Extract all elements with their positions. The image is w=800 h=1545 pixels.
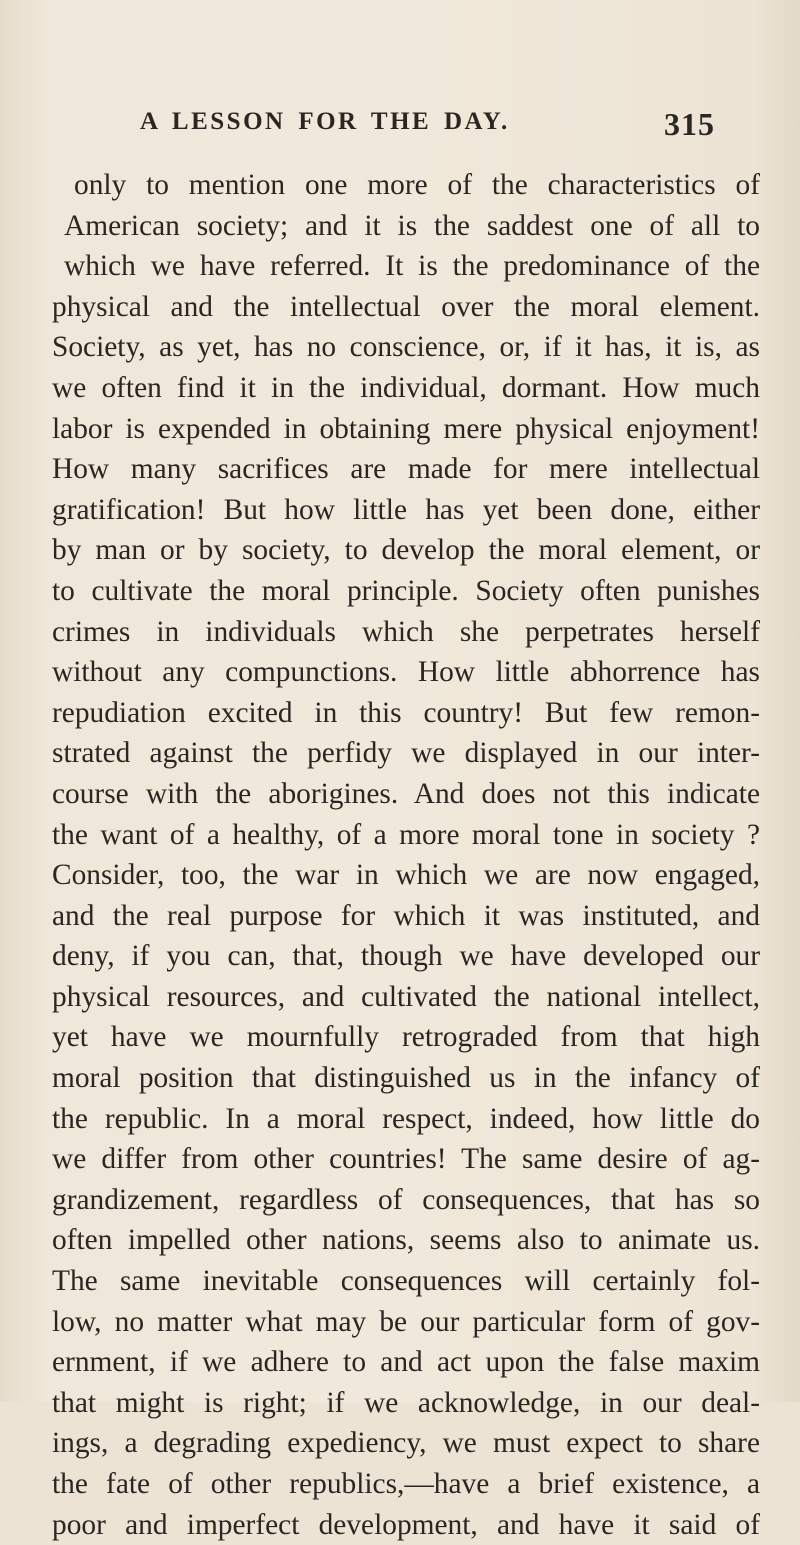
text-line: physical and the intellectual over the moral element. <box>52 290 760 323</box>
text-line: the fate of other republics,—have a brief existence, a <box>52 1468 760 1500</box>
text-line: deny, if you can, that, though we have developed our <box>52 940 760 973</box>
text-line: yet have we mournfully retrograded from that high <box>52 1021 760 1054</box>
text-line: by man or by society, to develop the moral element, or <box>52 534 760 567</box>
text-line: without any compunctions. How little abhorrence has <box>52 656 760 689</box>
text-line: American society; and it is the saddest one of all to <box>64 209 760 242</box>
page-number: 315 <box>664 106 715 142</box>
text-line: The same inevitable consequences will certainly fol- <box>52 1265 760 1298</box>
text-line: strated against the perfidy we displayed in our inter- <box>52 737 760 770</box>
text-line: repudiation excited in this country! But few remon- <box>52 696 760 729</box>
text-line: we often find it in the individual, dormant. How much <box>52 371 760 404</box>
text-line: poor and imperfect development, and have it said of <box>52 1508 760 1541</box>
text-line: that might is right; if we acknowledge, in our deal- <box>52 1386 760 1419</box>
text-line: crimes in individuals which she perpetrates herself <box>52 615 760 648</box>
text-line: physical resources, and cultivated the national intellect, <box>52 980 760 1013</box>
text-line: moral position that distinguished us in the infancy of <box>52 1062 760 1095</box>
text-line: the republic. In a moral respect, indeed, how little do <box>52 1102 760 1135</box>
text-line: Consider, too, the war in which we are now engaged, <box>52 859 760 892</box>
text-line: ings, a degrading expediency, we must expect to share <box>52 1427 760 1460</box>
text-line: low, no matter what may be our particular form of gov- <box>52 1305 760 1338</box>
text-line: the want of a healthy, of a more moral tone in society ? <box>52 818 760 851</box>
text-line: and the real purpose for which it was instituted, and <box>52 899 760 932</box>
running-head <box>140 106 715 146</box>
text-line: Society, as yet, has no conscience, or, if it has, it is, as <box>52 331 760 364</box>
text-line: only to mention one more of the characteristics of <box>74 169 760 201</box>
text-line: ernment, if we adhere to and act upon the false maxim <box>52 1346 760 1379</box>
text-line: course with the aborigines. And does not this indicate <box>52 777 760 810</box>
text-line: How many sacrifices are made for mere intellectual <box>52 453 760 486</box>
text-line: often impelled other nations, seems also to animate us. <box>52 1224 760 1257</box>
text-line: which we have referred. It is the predominance of the <box>64 250 760 283</box>
text-line: to cultivate the moral principle. Society often punishes <box>52 574 760 607</box>
running-title: A LESSON FOR THE DAY. <box>140 108 510 135</box>
text-line: gratification! But how little has yet been done, either <box>52 493 760 526</box>
text-line: we differ from other countries! The same desire of ag- <box>52 1143 760 1176</box>
text-line: grandizement, regardless of consequences, that has so <box>52 1183 760 1216</box>
body-text <box>52 165 760 1545</box>
text-line: labor is expended in obtaining mere physical enjoyment! <box>52 412 760 445</box>
